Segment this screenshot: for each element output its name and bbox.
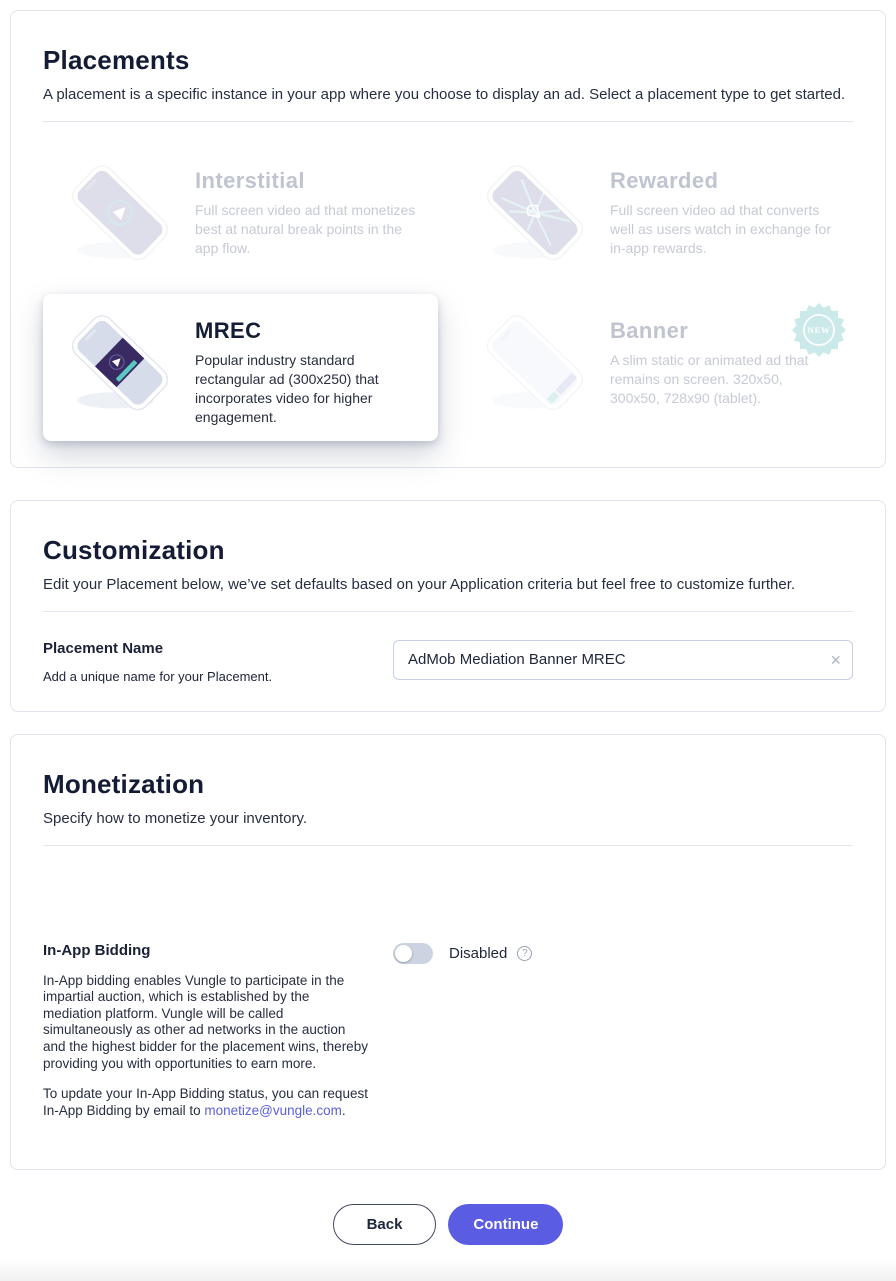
placement-name-input[interactable] [393,640,853,680]
placement-type-description: Full screen video ad that converts well as users watch in exchange for in-app rewards. [610,202,831,256]
continue-button[interactable]: Continue [448,1204,563,1245]
placement-type-interstitial[interactable] [43,144,438,284]
customization-subtitle: Edit your Placement below, we’ve set defaults based on your Application criteria but feel free to customize further. [43,575,796,593]
placement-type-mrec[interactable] [43,294,438,441]
divider [43,611,853,612]
placement-name-label: Placement Name [43,639,164,657]
placement-name-field-row [43,640,853,684]
placement-type-rewarded[interactable] [458,144,853,284]
banner-phone-icon [476,308,594,420]
placement-type-banner[interactable] [458,294,853,441]
placement-type-description: A slim static or animated ad that remains on screen. 320x50, 300x50, 728x90 (tablet). [610,352,809,406]
in-app-bidding-row [43,942,853,1120]
placement-type-title: Rewarded [610,168,719,193]
placements-card [10,10,886,468]
clear-input-icon[interactable]: × [830,649,841,670]
customization-title: Customization [43,534,225,565]
customization-card [10,500,886,712]
svg-text:NEW: NEW [807,325,831,336]
back-button[interactable]: Back [333,1204,437,1245]
placement-name-help: Add a unique name for your Placement. [43,668,273,684]
placement-type-description: Full screen video ad that monetizes best at natural break points in the app flow. [195,202,416,256]
in-app-bidding-label: In-App Bidding [43,941,151,959]
placement-type-title: Interstitial [195,168,305,193]
divider [43,121,853,122]
help-icon[interactable]: ? [517,946,532,961]
in-app-bidding-update-note: To update your In-App Bidding status, you can request In-App Bidding by email to monetize@vungle.com. [43,1086,368,1118]
placement-name-input-wrap [393,640,853,680]
monetization-subtitle: Specify how to monetize your inventory. [43,809,308,827]
new-badge [791,302,847,358]
in-app-bidding-description: In-App bidding enables Vungle to participate in the impartial auction, which is established by the mediation platform. Vungle will be called simultaneously as other ad networks in the auction and the highest bidder for the placement wins, thereby providing you with opportunities to earn more. [43,972,368,1071]
in-app-bidding-status: Disabled [449,944,508,962]
monetization-card [10,734,886,1170]
in-app-bidding-toggle[interactable] [393,943,433,964]
interstitial-phone-icon [61,158,179,270]
placements-subtitle: A placement is a specific instance in your app where you choose to display an ad. Select a placement type to get started. [43,86,846,103]
page [0,10,896,1281]
placement-type-title: MREC [195,318,262,343]
action-bar [0,1204,896,1245]
monetize-email-link[interactable]: monetize@vungle.com [204,1102,342,1118]
divider [43,845,853,846]
mrec-phone-icon [61,308,179,420]
rewarded-phone-icon [476,158,594,270]
placements-title: Placements [43,45,190,75]
placement-type-description: Popular industry standard rectangular ad (300x250) that incorporates video for higher engagement. [195,352,379,425]
placement-type-grid [43,144,853,441]
page-bottom-gradient [0,1259,896,1281]
toggle-knob [395,945,412,962]
monetization-title: Monetization [43,768,205,799]
placement-type-title: Banner [610,318,689,343]
